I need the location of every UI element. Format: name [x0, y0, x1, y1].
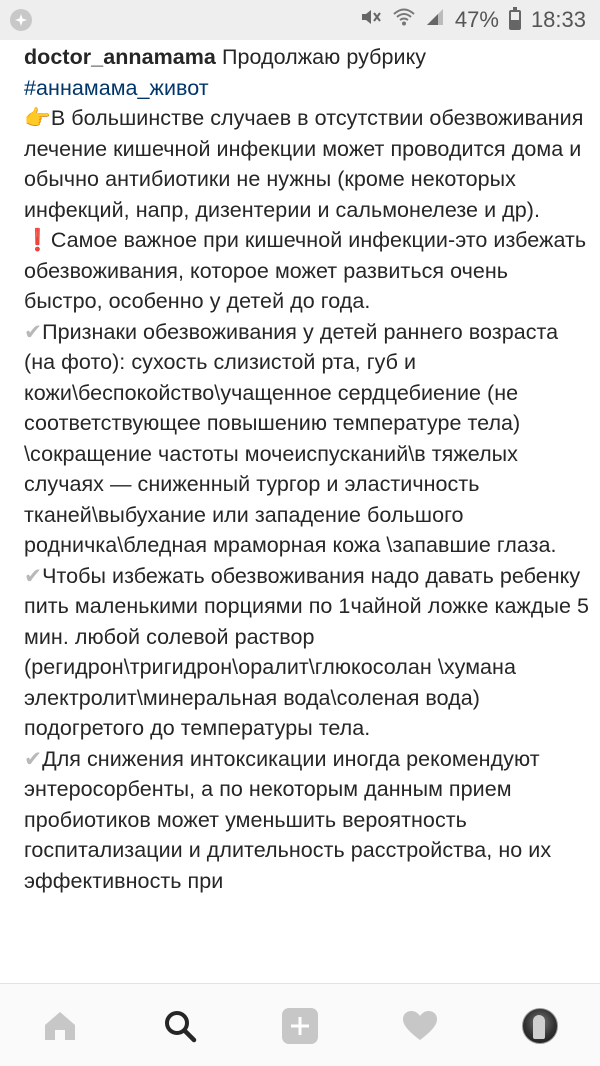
home-icon	[42, 1010, 78, 1042]
status-bar	[0, 0, 600, 40]
app-notification-icon	[10, 9, 32, 31]
exclamation-icon: ❗	[24, 228, 51, 252]
search-icon	[163, 1009, 197, 1043]
hashtag-link[interactable]: #аннамама_живот	[24, 75, 209, 100]
check-mark-icon: ✔	[24, 746, 43, 771]
post-username[interactable]: doctor_annamama	[24, 45, 216, 69]
caption-paragraph-4: Чтобы избежать обезвоживания надо давать ребенку пить маленькими порциями по 1чайной ложке каждые 5 мин. любой солевой раствор (регидрон\тригидрон\оралит\глюкосолан \хумана электролит\минеральная вода\соленая вода) подогретого до температуры тела.	[24, 563, 596, 740]
clock-time: 18:33	[530, 7, 586, 32]
search-tab[interactable]	[160, 1006, 200, 1046]
profile-tab[interactable]	[520, 1006, 560, 1046]
caption-paragraph-3: Признаки обезвоживания у детей раннего возраста (на фото): сухость слизистой рта, губ и кожи\беспокойство\учащенное сердцебиение (не соответствующее повышению температуре тела) \сокращение частоты мочеиспусканий\в тяжелых случаях — сниженный тургор и эластичность тканей\выбухание или западение большого родничка\бледная мраморная кожа \запавшие глаза.	[24, 319, 565, 557]
battery-icon	[509, 10, 521, 30]
battery-percent: 47%	[454, 7, 499, 32]
home-tab[interactable]	[40, 1006, 80, 1046]
signal-icon	[425, 7, 445, 33]
check-mark-icon: ✔	[24, 563, 43, 588]
mute-icon	[359, 7, 383, 33]
check-mark-icon: ✔	[24, 319, 43, 344]
heart-icon	[402, 1010, 438, 1042]
activity-tab[interactable]	[400, 1006, 440, 1046]
add-icon	[281, 1007, 319, 1045]
caption-paragraph-2: Самое важное при кишечной инфекции-это избежать обезвоживания, которое может развиться очень быстро, особенно у детей до года.	[24, 228, 593, 313]
caption-intro: Продолжаю рубрику	[215, 45, 427, 69]
caption-paragraph-5: Для снижения интоксикации иногда рекомендуют энтеросорбенты, а по некоторым данным прием пробиотиков может уменьшить вероятность госпитализации и длительность расстройства, но их эффективность при	[24, 746, 558, 893]
new-post-tab[interactable]	[280, 1006, 320, 1046]
post-caption	[24, 42, 596, 896]
caption-paragraph-1: В большинстве случаев в отсутствии обезвоживания лечение кишечной инфекции может проводится дома и обычно антибиотики не нужны (кроме некоторых инфекций, напр, дизентерии и сальмонелезе и др).	[24, 106, 590, 222]
wifi-icon	[393, 7, 415, 33]
bottom-navigation-bar	[0, 983, 600, 1066]
profile-avatar	[522, 1008, 558, 1044]
pointing-hand-icon: 👉	[24, 106, 51, 130]
status-indicators	[359, 0, 586, 40]
